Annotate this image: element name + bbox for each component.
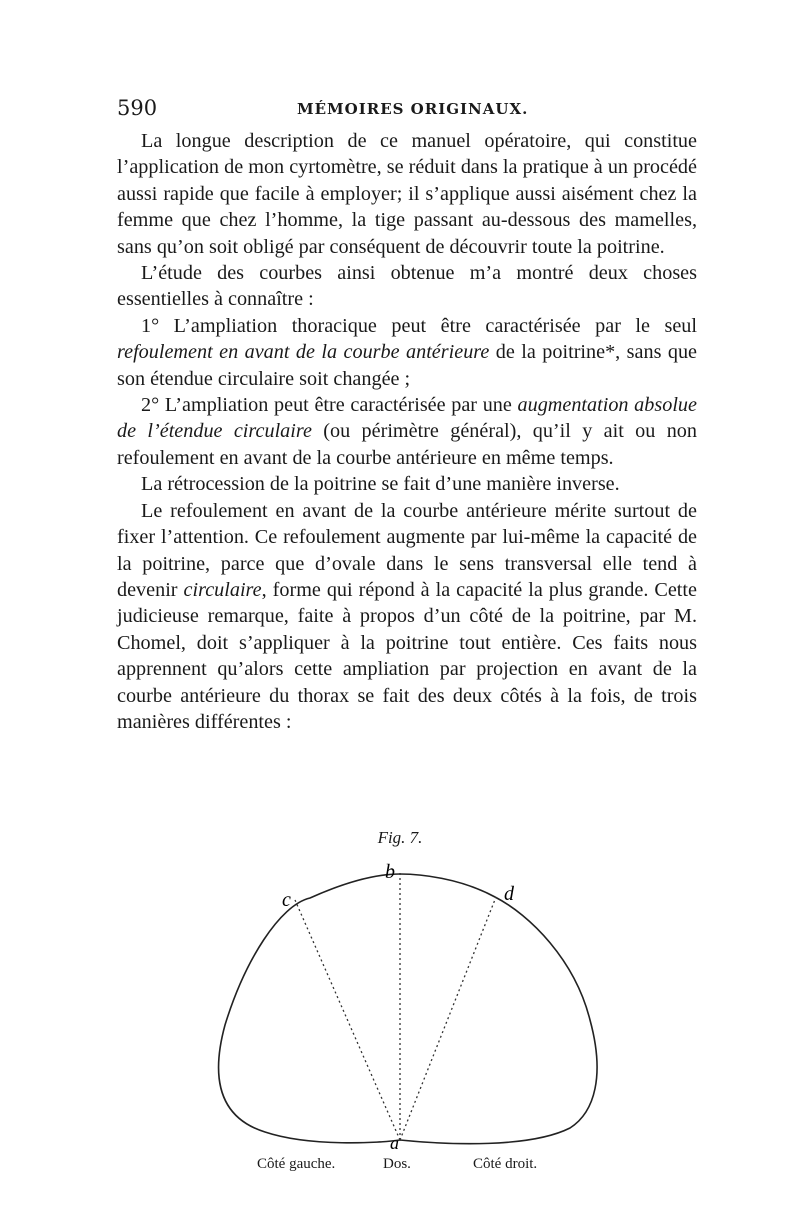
paragraph-3 xyxy=(117,313,697,392)
thorax-curve-figure xyxy=(200,850,620,1150)
line-a-d xyxy=(400,897,496,1140)
paragraph-4-emphasis: augmentation absolue de l’étendue circulaire xyxy=(117,394,697,443)
page-number: 590 xyxy=(117,96,158,120)
running-head: MÉMOIRES ORIGINAUX. xyxy=(297,100,529,118)
label-left-side: Côté gauche. xyxy=(257,1156,336,1172)
label-d: d xyxy=(504,883,514,905)
label-c: c xyxy=(282,889,291,911)
paragraph-4 xyxy=(117,392,697,471)
label-back: Dos. xyxy=(383,1156,411,1172)
line-a-c xyxy=(295,900,400,1140)
paragraph-4-text: 2° L’ampliation peut être caractérisée par une xyxy=(141,394,518,417)
thorax-outline xyxy=(218,874,597,1144)
paragraph-2: L’étude des courbes ainsi obtenue m’a montré deux choses essentielles à connaître : xyxy=(117,262,697,311)
paragraph-6-text-end: , forme qui répond à la capacité la plus grande. Cette judicieuse remarque, faite à propos d’un côté de la poitrine, par M. Chomel, doit s’appliquer à la poitrine tout entière. Ces faits nous apprennent qu’alors cette ampliation par projection en avant de la courbe antérieure du thorax se fait des deux côtés à la fois, de trois manières différentes : xyxy=(117,578,697,733)
page-header xyxy=(117,96,697,128)
label-b: b xyxy=(385,861,395,883)
paragraph-6 xyxy=(117,498,697,736)
paragraph-1: La longue description de ce manuel opératoire, qui constitue l’application de mon cyrtomètre, se réduit dans la pratique à un procédé aussi rapide que facile à employer; il s’applique aussi aisément chez la femme que chez l’homme, la tige passant au-dessous des mamelles, sans qu’on soit obligé par conséquent de découvrir toute la poitrine. xyxy=(117,130,697,258)
label-a: a xyxy=(390,1133,399,1150)
body-text xyxy=(117,128,697,735)
paragraph-3-emphasis: refoulement en avant de la courbe antérieure xyxy=(117,341,490,364)
paragraph-3-text: 1° L’ampliation thoracique peut être caractérisée par le seul xyxy=(141,314,697,337)
paragraph-6-emphasis: circulaire xyxy=(183,578,262,601)
paragraph-3-text-end: de la poitrine*, sans que son étendue circulaire soit changée ; xyxy=(117,341,698,390)
label-right-side: Côté droit. xyxy=(473,1156,538,1172)
paragraph-4-text-end: (ou périmètre général), qu’il y ait ou non refoulement en avant de la courbe antérieure en même temps. xyxy=(117,420,697,469)
paragraph-5: La rétrocession de la poitrine se fait d’une manière inverse. xyxy=(141,473,620,496)
paragraph-6-text: Le refoulement en avant de la courbe antérieure mérite surtout de fixer l’attention. Ce refoulement augmente par lui-même la capacité de la poitrine, parce que d’ovale dans le sens transversal elle tend à devenir xyxy=(117,499,697,601)
figure-caption: Fig. 7. xyxy=(377,828,423,847)
